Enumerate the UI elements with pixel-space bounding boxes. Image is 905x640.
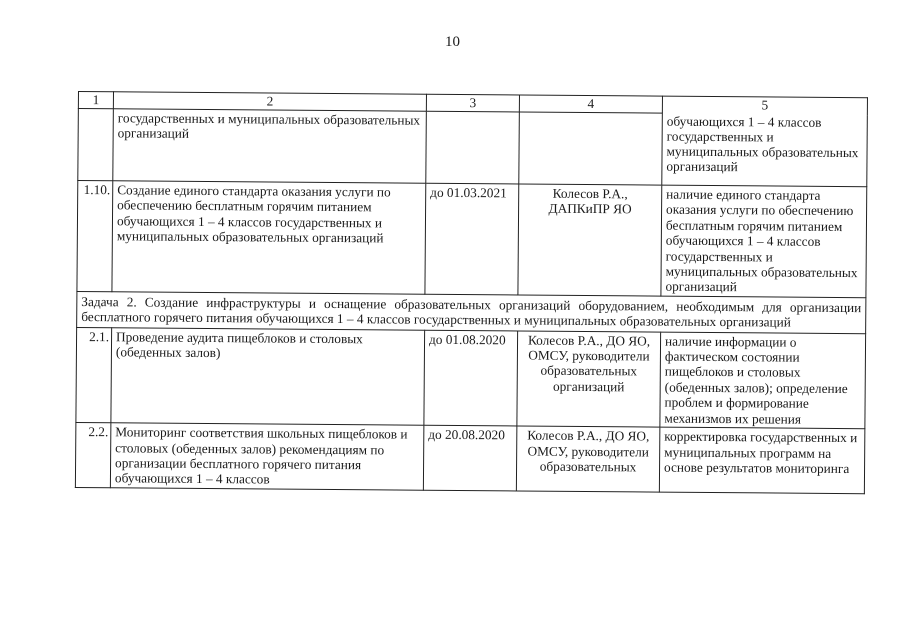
task-heading: Задача 2. Создание инфраструктуры и оснащение образовательных организаций оборудованием, необходимым для организации бесплатного горячего питания обучающихся 1 – 4 классов государственных и муниципальных образовательных организаций xyxy=(77,291,866,333)
row-result: наличие единого стандарта оказания услуги по обеспечению бесплатным горячим питанием обучающихся 1 – 4 классов государственных и муниципальных образовательных организаций xyxy=(661,185,867,297)
table-row xyxy=(75,423,864,494)
row-responsible xyxy=(519,112,663,185)
row-result: корректировка государственных и муниципальных программ на основе результатов мониторинга xyxy=(659,427,865,493)
row-text: Создание единого стандарта оказания услуги по обеспечению бесплатным горячим питанием обучающихся 1 – 4 классов государственных и муниципальных образовательных организаций xyxy=(112,181,426,294)
plan-table xyxy=(75,91,868,494)
continued-text: государственных и муниципальных образовательных организаций xyxy=(113,109,427,183)
row-number: 1.10. xyxy=(77,181,113,292)
row-date: до 01.08.2020 xyxy=(424,330,518,426)
task-row xyxy=(77,291,866,333)
row-number xyxy=(78,109,114,181)
row-number: 2.1. xyxy=(76,327,112,423)
row-date xyxy=(426,111,520,184)
header-col-4: 4 xyxy=(519,95,662,113)
table-row xyxy=(77,181,867,298)
row-responsible: Колесов Р.А., ДАПКиПР ЯО xyxy=(518,184,662,296)
row-text: Мониторинг соответствия школьных пищеблоков и столовых (обеденных залов) рекомендациям по организации бесплатного горячего питания обучающихся 1 – 4 классов xyxy=(110,423,423,490)
row-responsible: Колесов Р.А., ДО ЯО, ОМСУ, руководители образовательных xyxy=(516,426,660,492)
row-responsible: Колесов Р.А., ДО ЯО, ОМСУ, руководители образовательных организаций xyxy=(517,331,661,428)
header-col-3: 3 xyxy=(426,94,519,112)
page-number: 10 xyxy=(445,34,460,50)
header-col-1: 1 xyxy=(78,92,113,109)
row-result: наличие информации о фактическом состоянии пищеблоков и столовых (обеденных залов); определение проблем и формирование механизмов их решения xyxy=(660,332,866,429)
row-number: 2.2. xyxy=(75,423,111,488)
row-date: до 20.08.2020 xyxy=(423,425,517,490)
row-text: Проведение аудита пищеблоков и столовых (обеденных залов) xyxy=(111,327,425,425)
plan-table-sheet xyxy=(75,91,868,494)
table-row xyxy=(76,327,866,429)
header-col-2: 2 xyxy=(113,92,426,111)
row-date: до 01.03.2021 xyxy=(425,183,519,295)
continued-result-cell xyxy=(662,96,868,187)
header-col-5: 5 xyxy=(761,97,769,113)
continued-result: обучающихся 1 – 4 классов государственных и муниципальных образовательных организаций xyxy=(666,113,859,175)
